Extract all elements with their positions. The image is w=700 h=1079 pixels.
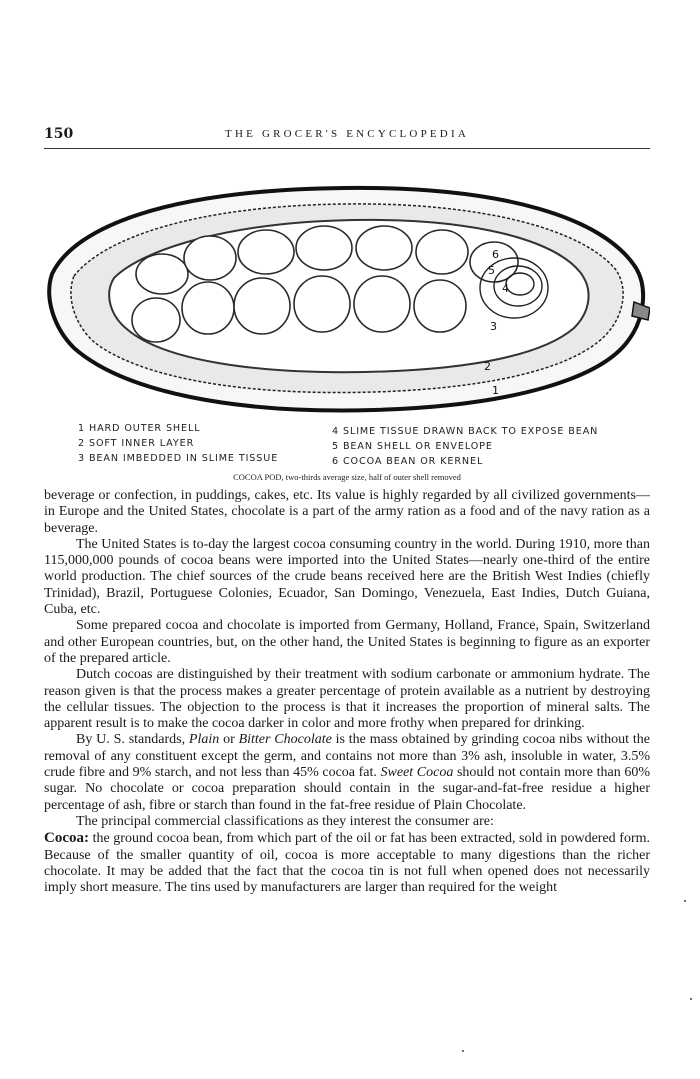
callout-5: 5 bbox=[488, 264, 495, 277]
italic-term: Sweet Cocoa bbox=[380, 765, 454, 781]
callout-4: 4 bbox=[502, 282, 509, 295]
paragraph: beverage or confection, in puddings, cakes, etc. Its value is highly regarded by all civilized governments—in Europe and the United States, chocolate is a part of the army ration as a food and of the navy ration as a beverage. bbox=[44, 488, 650, 536]
page-number: 150 bbox=[44, 126, 74, 142]
legend-item: 1 HARD OUTER SHELL bbox=[78, 423, 201, 434]
running-title: THE GROCER'S ENCYCLOPEDIA bbox=[225, 128, 469, 140]
legend-item: 4 SLIME TISSUE DRAWN BACK TO EXPOSE BEAN bbox=[332, 426, 599, 437]
legend-item: 6 COCOA BEAN OR KERNEL bbox=[332, 456, 484, 467]
text-run: By U. S. standards, bbox=[76, 732, 189, 748]
body-text bbox=[44, 488, 650, 896]
scan-speck bbox=[462, 1050, 464, 1052]
italic-term: Bitter Chocolate bbox=[238, 732, 332, 748]
text-run: should not contain more than 60% sugar. No chocolate or cocoa preparation should contain in the sugar-and-fat-free residue a higher percentage of ash, fibre or starch than found in the fat-free residue of Plain Chocolate. bbox=[44, 765, 650, 813]
cocoa-pod-illustration bbox=[44, 178, 650, 418]
callout-6: 6 bbox=[492, 248, 499, 261]
header-rule bbox=[44, 148, 650, 149]
scan-speck bbox=[684, 900, 686, 902]
legend-item: 5 BEAN SHELL OR ENVELOPE bbox=[332, 441, 493, 452]
italic-term: Plain bbox=[188, 732, 220, 748]
entry-term: Cocoa: bbox=[44, 830, 89, 847]
callout-2: 2 bbox=[484, 360, 491, 373]
paragraph: Some prepared cocoa and chocolate is imported from Germany, Holland, France, Spain, Switzerland and other European countries, but, on the other hand, the United States is beginning to figure as an exporter of the prepared article. bbox=[44, 618, 650, 666]
legend-item: 2 SOFT INNER LAYER bbox=[78, 438, 195, 449]
text-run: or bbox=[219, 732, 239, 748]
paragraph: The United States is to-day the largest cocoa consuming country in the world. During 1910, more than 115,000,000 pounds of cocoa beans were imported into the United States—nearly one-third of the entire world production. The chief sources of the crude beans received here are the British West Indies (chiefly Trinidad), Brazil, Portuguese Colonies, Ecuador, San Domingo, Venezuela, East Indies, Dutch Guiana, Cuba, etc. bbox=[44, 536, 650, 618]
paragraph: Dutch cocoas are distinguished by their treatment with sodium carbonate or ammonium hydrate. The reason given is that the process makes a greater percentage of protein available as a nutrient by destroying the cellular tissues. The objection to the process is that it increases the proportion of mineral salts. The apparent result is to make the cocoa darker in color and more frothy when prepared for drinking. bbox=[44, 667, 650, 732]
page-header bbox=[44, 126, 650, 146]
legend-item: 3 BEAN IMBEDDED IN SLIME TISSUE bbox=[78, 453, 279, 464]
callout-1: 1 bbox=[492, 384, 499, 397]
callout-3: 3 bbox=[490, 320, 497, 333]
legend-left-column bbox=[78, 421, 278, 466]
paragraph bbox=[44, 732, 650, 813]
paragraph: The principal commercial classifications as they interest the consumer are: bbox=[76, 813, 494, 829]
text-run: is the mass obtained by grinding cocoa nibs without the removal of any constituent except the germ, and contains not more than 3% ash, insoluble in water, 3.5% crude fibre and 9% starch, and not less than 45% cocoa fat. bbox=[44, 732, 650, 781]
figure-legend bbox=[78, 421, 650, 469]
text-run: the ground cocoa bean, from which part of the oil or fat has been extracted, sold in powdered form. Because of the smaller quantity of oil, cocoa is more acceptable to many digestions than the richer chocolate. It may be added that the fact that the cocoa tin is not full when opened does not necessarily imply short measure. The tins used by manufacturers are larger than required for the weight bbox=[44, 831, 650, 896]
legend-right-column bbox=[332, 424, 598, 469]
figure-caption: COCOA POD, two-thirds average size, half of outer shell removed bbox=[233, 472, 461, 482]
paragraph bbox=[44, 830, 650, 896]
scan-speck bbox=[690, 998, 692, 1000]
